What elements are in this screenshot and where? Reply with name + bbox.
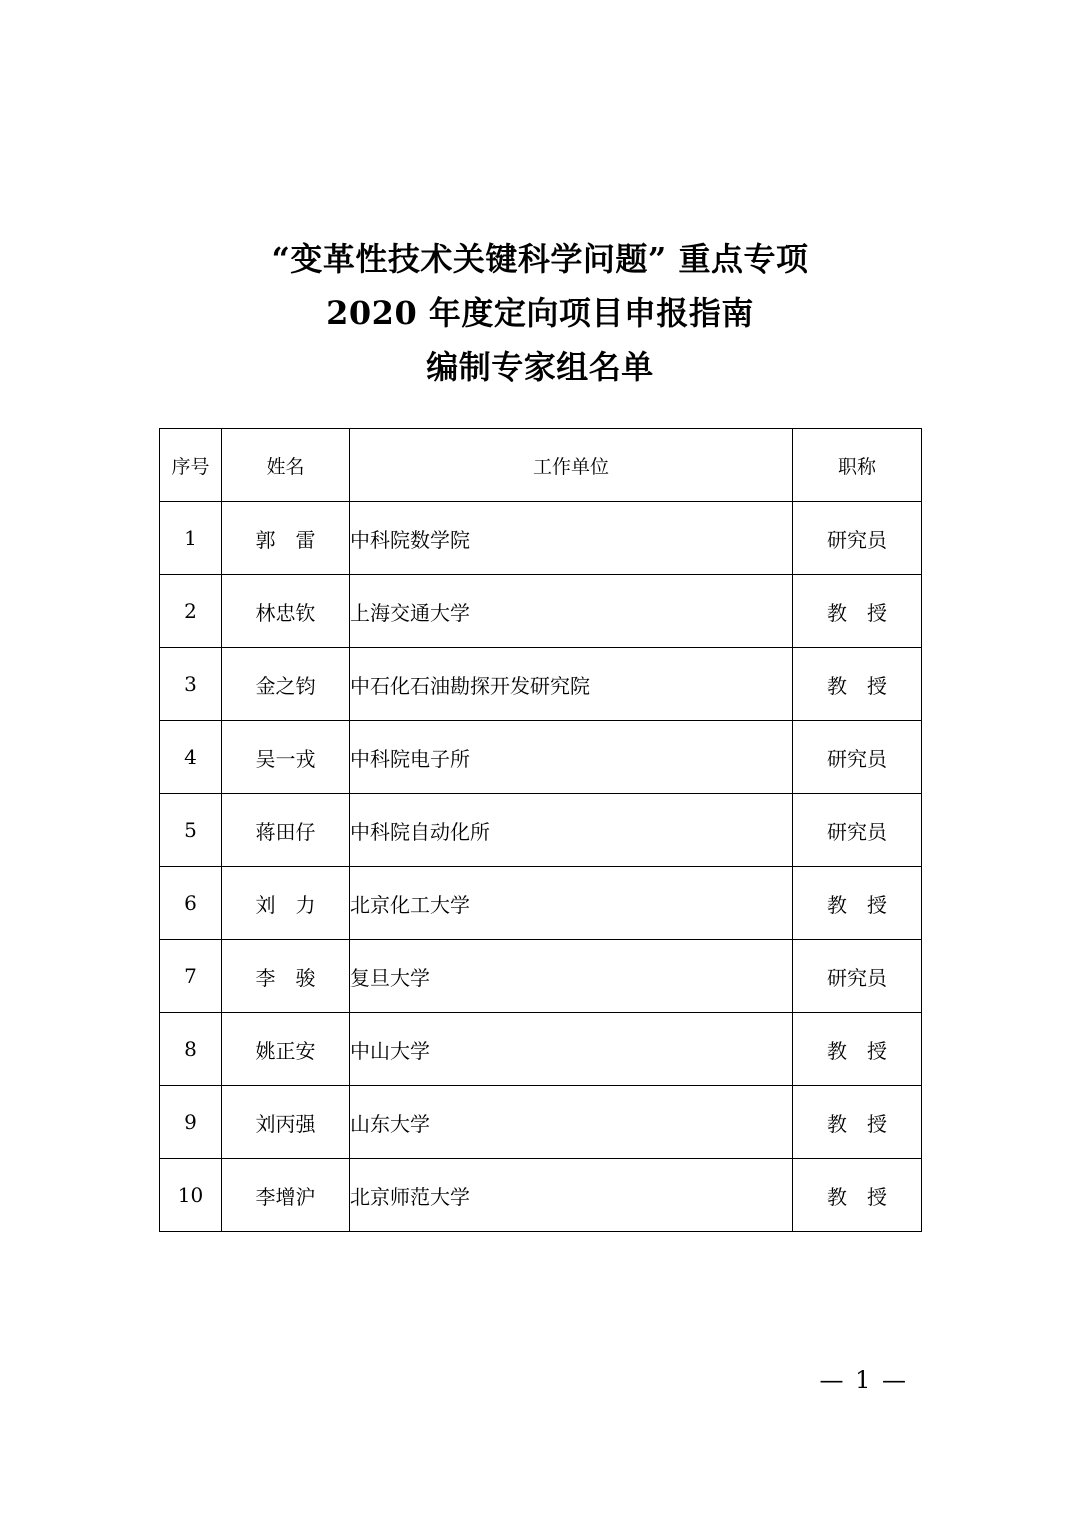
row-number: 7: [160, 940, 222, 1013]
work-unit: 中科院数学院: [350, 502, 793, 575]
document-title: [0, 232, 1080, 394]
table-row: [160, 1013, 922, 1086]
table-row: [160, 502, 922, 575]
row-number: 3: [160, 648, 222, 721]
page-number: — 1 —: [819, 1366, 908, 1394]
row-number: 6: [160, 867, 222, 940]
expert-name: 林忠钦: [222, 575, 350, 648]
table-row: [160, 1159, 922, 1232]
table-header-row: [160, 429, 922, 502]
table-row: [160, 648, 922, 721]
professional-title: 教 授: [793, 1086, 922, 1159]
row-number: 8: [160, 1013, 222, 1086]
table-row: [160, 575, 922, 648]
work-unit: 北京师范大学: [350, 1159, 793, 1232]
professional-title: 研究员: [793, 794, 922, 867]
header-name: 姓名: [222, 429, 350, 502]
work-unit: 中石化石油勘探开发研究院: [350, 648, 793, 721]
expert-name: 金之钧: [222, 648, 350, 721]
professional-title: 教 授: [793, 867, 922, 940]
work-unit: 北京化工大学: [350, 867, 793, 940]
work-unit: 中科院电子所: [350, 721, 793, 794]
row-number: 1: [160, 502, 222, 575]
work-unit: 中山大学: [350, 1013, 793, 1086]
professional-title: 教 授: [793, 1159, 922, 1232]
work-unit: 上海交通大学: [350, 575, 793, 648]
professional-title: 教 授: [793, 575, 922, 648]
expert-list-table: [159, 428, 922, 1232]
row-number: 5: [160, 794, 222, 867]
header-number: 序号: [160, 429, 222, 502]
row-number: 4: [160, 721, 222, 794]
expert-name: 李增沪: [222, 1159, 350, 1232]
professional-title: 教 授: [793, 648, 922, 721]
title-line-1: “变革性技术关键科学问题” 重点专项: [271, 240, 809, 278]
expert-name: 蒋田仔: [222, 794, 350, 867]
title-line-2: 2020 年度定向项目申报指南: [326, 294, 754, 332]
table-row: [160, 867, 922, 940]
professional-title: 教 授: [793, 1013, 922, 1086]
professional-title: 研究员: [793, 502, 922, 575]
work-unit: 中科院自动化所: [350, 794, 793, 867]
header-unit: 工作单位: [350, 429, 793, 502]
table-row: [160, 721, 922, 794]
row-number: 2: [160, 575, 222, 648]
professional-title: 研究员: [793, 940, 922, 1013]
row-number: 10: [160, 1159, 222, 1232]
table-row: [160, 940, 922, 1013]
work-unit: 复旦大学: [350, 940, 793, 1013]
table-row: [160, 1086, 922, 1159]
row-number: 9: [160, 1086, 222, 1159]
expert-name: 刘 力: [222, 867, 350, 940]
expert-name: 刘丙强: [222, 1086, 350, 1159]
expert-name: 姚正安: [222, 1013, 350, 1086]
expert-name: 李 骏: [222, 940, 350, 1013]
work-unit: 山东大学: [350, 1086, 793, 1159]
title-line-3: 编制专家组名单: [426, 348, 654, 386]
professional-title: 研究员: [793, 721, 922, 794]
expert-name: 吴一戎: [222, 721, 350, 794]
header-title: 职称: [793, 429, 922, 502]
expert-name: 郭 雷: [222, 502, 350, 575]
table-row: [160, 794, 922, 867]
